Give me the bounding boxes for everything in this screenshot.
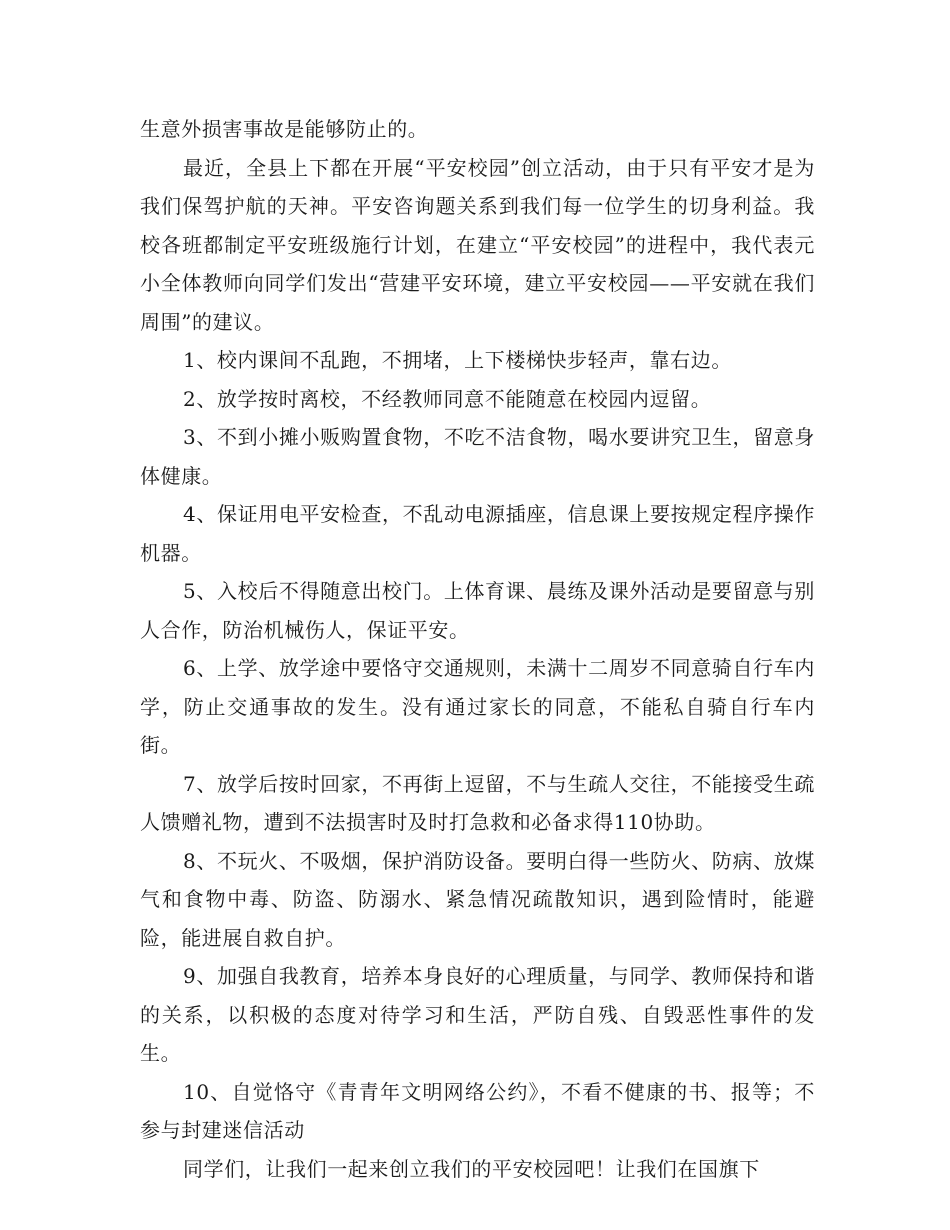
paragraph-closing: 同学们，让我们一起来创立我们的平安校园吧！让我们在国旗下 [183, 1156, 760, 1181]
paragraph-item-1: 1、校内课间不乱跑，不拥堵，上下楼梯快步轻声，靠右边。 [183, 348, 732, 372]
paragraph-item-10: 10、自觉恪守《青青年文明网络公约》，不看不健康的书、报等；不参与封建迷信活动 [140, 1079, 815, 1142]
paragraph-item-9: 9、加强自我教育，培养本身良好的心理质量，与同学、教师保持和谐的关系，以积极的态度对待学习和生活，严防自残、自毁恶性事件的发生。 [140, 964, 815, 1065]
paragraph-item-5: 5、入校后不得随意出校门。上体育课、晨练及课外活动是要留意与别人合作，防治机械伤人，保证平安。 [140, 579, 815, 642]
paragraph-item-6: 6、上学、放学途中要恪守交通规则，未满十二周岁不同意骑自行车内学，防止交通事故的发生。没有通过家长的同意，不能私自骑自行车内街。 [140, 656, 815, 757]
document-body [140, 110, 815, 1188]
paragraph-item-8: 8、不玩火、不吸烟，保护消防设备。要明白得一些防火、防病、放煤气和食物中毒、防盗、防溺水、紧急情况疏散知识，遇到险情时，能避险，能进展自救自护。 [140, 848, 815, 950]
paragraph-item-3: 3、不到小摊小贩购置食物，不吃不洁食物，喝水要讲究卫生，留意身体健康。 [140, 425, 815, 488]
paragraph-item-7: 7、放学后按时回家，不再街上逗留，不与生疏人交往，不能接受生疏人馈赠礼物，遭到不法损害时及时打急救和必备求得110协助。 [140, 771, 815, 834]
paragraph-item-4: 4、保证用电平安检查，不乱动电源插座，信息课上要按规定程序操作机器。 [140, 502, 815, 565]
paragraph-continuation: 生意外损害事故是能够防止的。 [140, 117, 429, 141]
paragraph-item-2: 2、放学按时离校，不经教师同意不能随意在校园内逗留。 [183, 386, 712, 411]
paragraph-intro: 最近，全县上下都在开展“平安校园”创立活动，由于只有平安才是为我们保驾护航的天神。平安咨询题关系到我们每一位学生的切身利益。我校各班都制定平安班级施行计划，在建立“平安校园”的进程中，我代表元小全体教师向同学们发出“营建平安环境，建立平安校园——平安就在我们周围”的建议。 [140, 155, 815, 334]
